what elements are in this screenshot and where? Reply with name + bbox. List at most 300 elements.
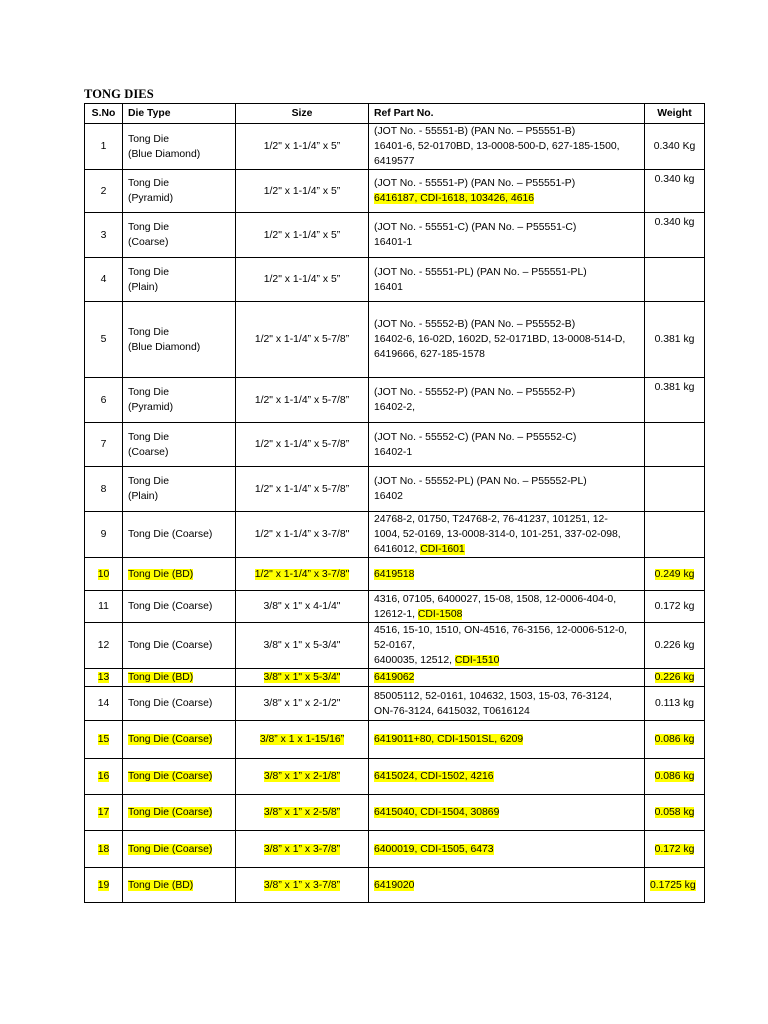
die-type-line	[128, 132, 230, 147]
sno-text: 3	[100, 229, 107, 241]
cell-ref-part-no	[369, 258, 645, 302]
table-row	[85, 378, 705, 423]
cell-size	[236, 423, 369, 467]
die-type-line	[128, 191, 230, 206]
ref-part-text: (JOT No. - 55551-B) (PAN No. – P55551-B)	[374, 126, 576, 137]
size-text: 1/2" x 1-1/4” x 3-7/8"	[254, 568, 350, 580]
size-text: 3/8” x 1” x 2-1/8”	[263, 771, 341, 782]
column-header-sno: S.No	[85, 104, 123, 124]
cell-sno	[85, 591, 123, 623]
sno-text: 13	[97, 672, 110, 683]
cell-die-type	[123, 213, 236, 258]
cell-ref-part-no	[369, 213, 645, 258]
cell-ref-part-no	[369, 591, 645, 623]
cell-sno	[85, 669, 123, 687]
page-title: TONG DIES	[84, 87, 154, 101]
table-row	[85, 512, 705, 558]
die-type-text: Tong Die	[128, 133, 170, 145]
die-type-text: (Blue Diamond)	[128, 341, 201, 353]
die-type-text: Tong Die	[128, 326, 170, 338]
die-type-text: (Coarse)	[128, 446, 169, 458]
cell-die-type	[123, 512, 236, 558]
die-type-line	[128, 670, 230, 685]
ref-line	[374, 191, 639, 206]
die-type-line	[128, 696, 230, 711]
ref-part-text: 6419020	[374, 879, 415, 891]
cell-weight	[645, 623, 705, 669]
cell-size	[236, 687, 369, 721]
table-row	[85, 558, 705, 591]
sno-text: 19	[97, 879, 110, 891]
cell-weight	[645, 721, 705, 759]
ref-line	[374, 653, 639, 668]
die-type-line	[128, 340, 230, 355]
die-type-line	[128, 265, 230, 280]
ref-line	[374, 474, 639, 489]
ref-part-text: 16401-6, 52-0170BD, 13-0008-500-D, 627-185-1500,	[374, 141, 620, 152]
ref-part-text: CDI-1601	[420, 544, 465, 555]
die-type-text: (Blue Diamond)	[128, 148, 201, 160]
sno-text: 1	[100, 141, 107, 152]
cell-sno	[85, 213, 123, 258]
sno-text: 16	[97, 771, 110, 782]
die-type-line	[128, 805, 230, 820]
ref-line	[374, 430, 639, 445]
table-row	[85, 124, 705, 170]
cell-weight	[645, 467, 705, 512]
size-text: 1/2" x 1-1/4” x 5”	[263, 185, 341, 197]
cell-size	[236, 124, 369, 170]
table-row	[85, 423, 705, 467]
sno-text: 7	[100, 439, 107, 450]
ref-part-text: 4316, 07105, 6400027, 15-08, 1508, 12-0006-404-0,	[374, 593, 617, 605]
ref-part-text: 6400019, CDI-1505, 6473	[374, 843, 494, 855]
die-type-text: Tong Die	[128, 476, 170, 487]
cell-weight	[645, 558, 705, 591]
size-text: 3/8" x 1" x 2-1/2"	[263, 698, 341, 709]
die-type-text: (Pyramid)	[128, 402, 174, 413]
cell-weight	[645, 258, 705, 302]
ref-part-text: 6416187, CDI-1618, 103426, 4616	[374, 193, 535, 204]
cell-sno	[85, 721, 123, 759]
cell-die-type	[123, 258, 236, 302]
table-row	[85, 687, 705, 721]
table-row	[85, 213, 705, 258]
cell-sno	[85, 423, 123, 467]
cell-size	[236, 467, 369, 512]
table-row	[85, 591, 705, 623]
ref-part-text: (JOT No. - 55552-P) (PAN No. – P55552-P)	[374, 387, 576, 398]
cell-size	[236, 170, 369, 213]
die-type-text: Tong Die	[128, 222, 170, 233]
weight-text: 0.058 kg	[654, 807, 695, 818]
cell-sno	[85, 512, 123, 558]
weight-text: 0.381 kg	[654, 382, 695, 393]
tong-dies-table	[84, 103, 705, 903]
ref-part-text: 6419062	[374, 672, 415, 683]
ref-part-text: 85005112, 52-0161, 104632, 1503, 15-03, 76-3124,	[374, 690, 612, 702]
die-type-line	[128, 147, 230, 162]
cell-die-type	[123, 868, 236, 903]
cell-sno	[85, 831, 123, 868]
ref-part-text: (JOT No. - 55551-P) (PAN No. – P55551-P)	[374, 178, 576, 189]
ref-line	[374, 769, 639, 784]
cell-die-type	[123, 759, 236, 795]
cell-die-type	[123, 558, 236, 591]
cell-ref-part-no	[369, 512, 645, 558]
sno-text: 10	[97, 568, 110, 580]
die-type-text: Tong Die (Coarse)	[128, 601, 213, 612]
weight-text: 0.113 kg	[654, 698, 695, 709]
cell-die-type	[123, 831, 236, 868]
die-type-line	[128, 638, 230, 653]
cell-ref-part-no	[369, 759, 645, 795]
size-text: 3/8” x 1” x 2-5/8”	[263, 807, 341, 818]
die-type-text: Tong Die (BD)	[128, 568, 194, 580]
die-type-line	[128, 280, 230, 295]
ref-part-text: CDI-1508	[417, 608, 463, 620]
size-text: 3/8” x 1” x 3-7/8”	[263, 843, 341, 855]
ref-line	[374, 489, 639, 504]
cell-weight	[645, 378, 705, 423]
cell-ref-part-no	[369, 558, 645, 591]
die-type-text: (Plain)	[128, 491, 159, 502]
ref-line	[374, 512, 639, 527]
cell-ref-part-no	[369, 721, 645, 759]
die-type-line	[128, 445, 230, 460]
cell-ref-part-no	[369, 831, 645, 868]
table-row	[85, 258, 705, 302]
sno-text: 2	[100, 185, 107, 197]
cell-sno	[85, 558, 123, 591]
die-type-text: Tong Die (Coarse)	[128, 771, 213, 782]
table-row	[85, 669, 705, 687]
sno-text: 15	[97, 734, 110, 745]
ref-line	[374, 139, 639, 154]
weight-text: 0.226 kg	[654, 672, 695, 683]
cell-die-type	[123, 467, 236, 512]
ref-line	[374, 385, 639, 400]
ref-line	[374, 567, 639, 582]
die-type-line	[128, 878, 230, 893]
ref-part-text: (JOT No. - 55552-PL) (PAN No. – P55552-PL)	[374, 476, 587, 487]
die-type-text: Tong Die (Coarse)	[128, 529, 213, 540]
cell-ref-part-no	[369, 423, 645, 467]
ref-line	[374, 542, 639, 557]
ref-line	[374, 332, 639, 347]
column-header-die-type: Die Type	[123, 104, 236, 124]
cell-weight	[645, 213, 705, 258]
weight-text: 0.249 kg	[654, 568, 695, 580]
sno-text: 6	[100, 394, 107, 406]
ref-line	[374, 670, 639, 685]
cell-sno	[85, 124, 123, 170]
die-type-line	[128, 220, 230, 235]
die-type-line	[128, 527, 230, 542]
sno-text: 8	[100, 483, 107, 495]
die-type-text: Tong Die	[128, 266, 170, 278]
ref-part-text: (JOT No. - 55551-C) (PAN No. – P55551-C)	[374, 222, 577, 233]
cell-ref-part-no	[369, 302, 645, 378]
ref-line	[374, 704, 639, 719]
sno-text: 12	[97, 640, 110, 651]
size-text: 1/2" x 1-1/4” x 5-7/8”	[254, 483, 350, 495]
ref-part-text: 16402-6, 16-02D, 1602D, 52-0171BD, 13-0008-514-D,	[374, 334, 626, 345]
cell-die-type	[123, 170, 236, 213]
ref-part-text: 1004, 52-0169, 13-0008-314-0, 101-251, 337-02-098,	[374, 529, 621, 540]
size-text: 1/2" x 1-1/4” x 5-7/8”	[254, 439, 350, 450]
die-type-line	[128, 567, 230, 582]
ref-line	[374, 638, 639, 653]
ref-part-text: 16402-1	[374, 446, 413, 458]
ref-line	[374, 400, 639, 415]
size-text: 1/2" x 1-1/4” x 5”	[263, 274, 341, 285]
ref-part-text: 6419011+80, CDI-1501SL, 6209	[374, 734, 524, 745]
weight-text: 0.172 kg	[654, 601, 695, 612]
die-type-text: Tong Die (BD)	[128, 879, 194, 891]
cell-die-type	[123, 302, 236, 378]
cell-die-type	[123, 669, 236, 687]
cell-sno	[85, 467, 123, 512]
cell-sno	[85, 170, 123, 213]
cell-size	[236, 623, 369, 669]
weight-text: 0.340 kg	[654, 174, 695, 185]
cell-die-type	[123, 687, 236, 721]
die-type-text: Tong Die (Coarse)	[128, 640, 213, 651]
cell-weight	[645, 831, 705, 868]
cell-weight	[645, 302, 705, 378]
ref-part-text: 16402	[374, 491, 403, 502]
cell-size	[236, 831, 369, 868]
sno-text: 9	[100, 529, 107, 540]
table-row	[85, 868, 705, 903]
size-text: 3/8" x 1" x 4-1/4"	[263, 601, 341, 612]
cell-size	[236, 759, 369, 795]
size-text: 3/8” x 1 x 1-15/16”	[259, 734, 345, 745]
cell-sno	[85, 759, 123, 795]
ref-part-text: (JOT No. - 55552-B) (PAN No. – P55552-B)	[374, 319, 576, 330]
cell-weight	[645, 591, 705, 623]
die-type-line	[128, 842, 230, 857]
cell-size	[236, 213, 369, 258]
sno-text: 4	[100, 274, 107, 285]
die-type-line	[128, 430, 230, 445]
die-type-text: (Plain)	[128, 281, 159, 293]
die-type-text: Tong Die	[128, 178, 170, 189]
table-row	[85, 623, 705, 669]
die-type-line	[128, 732, 230, 747]
ref-line	[374, 176, 639, 191]
cell-sno	[85, 687, 123, 721]
ref-part-text: 16402-2,	[374, 402, 416, 413]
ref-line	[374, 280, 639, 295]
cell-size	[236, 795, 369, 831]
table-row	[85, 759, 705, 795]
cell-sno	[85, 302, 123, 378]
weight-text: 0.086 kg	[654, 771, 695, 782]
table-row	[85, 795, 705, 831]
ref-part-text: 12612-1,	[374, 608, 418, 620]
ref-part-text: ON-76-3124, 6415032, T0616124	[374, 705, 530, 717]
die-type-line	[128, 235, 230, 250]
weight-text: 0.1725 kg	[650, 879, 696, 891]
size-text: 1/2" x 1-1/4” x 5”	[263, 141, 341, 152]
ref-part-text: 24768-2, 01750, T24768-2, 76-41237, 101251, 12-	[374, 514, 608, 525]
ref-part-text: 6419577	[374, 156, 415, 167]
ref-part-text: (JOT No. - 55551-PL) (PAN No. – P55551-PL)	[374, 266, 587, 278]
die-type-text: Tong Die (Coarse)	[128, 734, 213, 745]
ref-line	[374, 235, 639, 250]
ref-line	[374, 842, 639, 857]
cell-ref-part-no	[369, 124, 645, 170]
ref-line	[374, 445, 639, 460]
cell-die-type	[123, 721, 236, 759]
ref-line	[374, 592, 639, 607]
sno-text: 17	[97, 807, 110, 818]
ref-line	[374, 154, 639, 169]
die-type-text: Tong Die (BD)	[128, 672, 194, 683]
cell-weight	[645, 669, 705, 687]
cell-ref-part-no	[369, 623, 645, 669]
weight-text: 0.381 kg	[654, 334, 695, 345]
cell-sno	[85, 795, 123, 831]
ref-part-text: 16401	[374, 281, 403, 293]
ref-part-text: 16401-1	[374, 237, 413, 248]
cell-ref-part-no	[369, 467, 645, 512]
ref-line	[374, 607, 639, 622]
cell-weight	[645, 759, 705, 795]
die-type-line	[128, 599, 230, 614]
cell-ref-part-no	[369, 687, 645, 721]
column-header-weight: Weight	[645, 104, 705, 124]
ref-part-text: 52-0167,	[374, 640, 416, 651]
cell-weight	[645, 423, 705, 467]
ref-part-text: CDI-1510	[454, 655, 500, 666]
cell-size	[236, 302, 369, 378]
ref-part-text: 6400035, 12512,	[374, 655, 455, 666]
ref-line	[374, 805, 639, 820]
die-type-text: Tong Die (Coarse)	[128, 698, 213, 709]
column-header-size: Size	[236, 104, 369, 124]
ref-part-text: 4516, 15-10, 1510, ON-4516, 76-3156, 12-0006-512-0,	[374, 625, 628, 636]
cell-weight	[645, 795, 705, 831]
size-text: 1/2" x 1-1/4” x 3-7/8"	[254, 529, 350, 540]
cell-sno	[85, 868, 123, 903]
size-text: 3/8" x 1" x 5-3/4"	[263, 640, 341, 651]
size-text: 3/8” x 1” x 3-7/8”	[263, 879, 341, 891]
cell-ref-part-no	[369, 170, 645, 213]
ref-line	[374, 623, 639, 638]
cell-weight	[645, 687, 705, 721]
ref-part-text: 6416012,	[374, 544, 421, 555]
weight-text: 0.172 kg	[654, 843, 695, 855]
sno-text: 5	[100, 334, 107, 345]
size-text: 1/2" x 1-1/4” x 5-7/8”	[254, 394, 350, 406]
ref-line	[374, 317, 639, 332]
table-row	[85, 721, 705, 759]
ref-line	[374, 732, 639, 747]
weight-text: 0.340 kg	[654, 217, 695, 228]
weight-text: 0.086 kg	[654, 734, 695, 745]
cell-size	[236, 868, 369, 903]
cell-die-type	[123, 591, 236, 623]
cell-size	[236, 378, 369, 423]
cell-size	[236, 591, 369, 623]
column-header-ref-part-no: Ref Part No.	[369, 104, 645, 124]
cell-sno	[85, 378, 123, 423]
die-type-line	[128, 474, 230, 489]
cell-weight	[645, 124, 705, 170]
die-type-line	[128, 385, 230, 400]
size-text: 1/2" x 1-1/4” x 5-7/8”	[254, 334, 350, 345]
ref-part-text: 6415040, CDI-1504, 30869	[374, 807, 500, 818]
die-type-text: Tong Die	[128, 387, 170, 398]
die-type-text: Tong Die (Coarse)	[128, 843, 213, 855]
cell-weight	[645, 170, 705, 213]
sno-text: 18	[97, 843, 110, 855]
cell-die-type	[123, 124, 236, 170]
die-type-line	[128, 769, 230, 784]
cell-sno	[85, 623, 123, 669]
sno-text: 14	[97, 698, 110, 709]
ref-line	[374, 689, 639, 704]
cell-die-type	[123, 423, 236, 467]
cell-ref-part-no	[369, 868, 645, 903]
ref-line	[374, 527, 639, 542]
size-text: 3/8" x 1" x 5-3/4"	[263, 672, 341, 683]
die-type-text: (Pyramid)	[128, 193, 174, 204]
table-row	[85, 170, 705, 213]
ref-line	[374, 124, 639, 139]
die-type-text: (Coarse)	[128, 237, 169, 248]
cell-ref-part-no	[369, 378, 645, 423]
size-text: 1/2" x 1-1/4” x 5”	[263, 229, 341, 241]
ref-part-text: 6415024, CDI-1502, 4216	[374, 771, 494, 782]
ref-line	[374, 878, 639, 893]
die-type-text: Tong Die (Coarse)	[128, 807, 213, 818]
cell-ref-part-no	[369, 669, 645, 687]
weight-text: 0.340 Kg	[653, 141, 696, 152]
weight-text: 0.226 kg	[654, 640, 695, 651]
header-row	[85, 104, 705, 124]
cell-die-type	[123, 378, 236, 423]
cell-sno	[85, 258, 123, 302]
cell-die-type	[123, 795, 236, 831]
ref-part-text: 6419518	[374, 568, 415, 580]
cell-size	[236, 258, 369, 302]
table-row	[85, 302, 705, 378]
sno-text: 11	[98, 601, 109, 612]
die-type-line	[128, 489, 230, 504]
die-type-line	[128, 400, 230, 415]
table-row	[85, 467, 705, 512]
cell-weight	[645, 512, 705, 558]
cell-ref-part-no	[369, 795, 645, 831]
cell-size	[236, 558, 369, 591]
ref-part-text: 6419666, 627-185-1578	[374, 349, 485, 360]
ref-part-text: (JOT No. - 55552-C) (PAN No. – P55552-C)	[374, 431, 577, 443]
table-row	[85, 831, 705, 868]
cell-size	[236, 669, 369, 687]
die-type-line	[128, 176, 230, 191]
ref-line	[374, 220, 639, 235]
cell-size	[236, 721, 369, 759]
ref-line	[374, 265, 639, 280]
cell-size	[236, 512, 369, 558]
die-type-text: Tong Die	[128, 431, 170, 443]
ref-line	[374, 347, 639, 362]
cell-weight	[645, 868, 705, 903]
